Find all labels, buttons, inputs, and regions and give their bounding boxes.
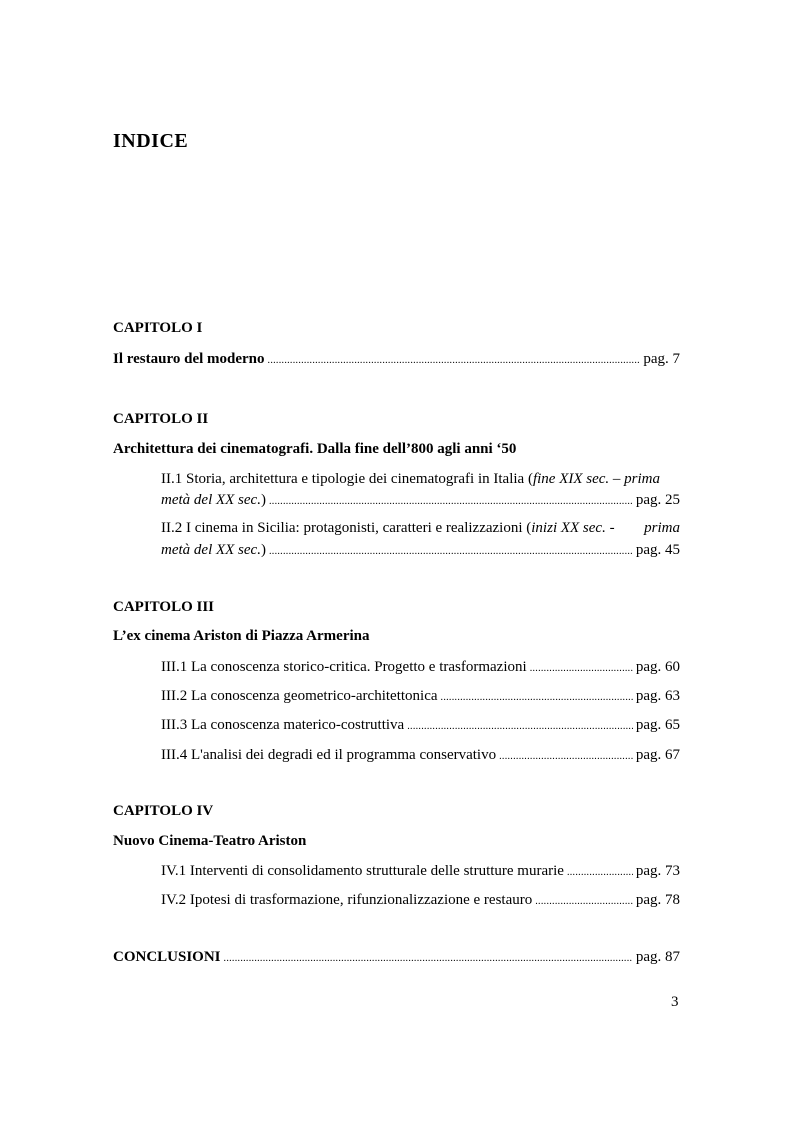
dot-leader	[535, 892, 633, 912]
toc-page-ref: pag. 65	[635, 717, 680, 733]
dot-leader	[567, 863, 633, 883]
toc-entry-italic: metà del XX sec.	[161, 492, 261, 508]
chapter-label: CAPITOLO I	[113, 320, 203, 336]
dot-leader	[441, 688, 633, 708]
dot-leader	[269, 492, 633, 512]
dot-leader	[268, 351, 641, 371]
toc-entry[interactable]	[161, 490, 680, 512]
toc-entry-text: III.2 La conoscenza geometrico-architettonica	[161, 688, 438, 704]
toc-entry[interactable]	[161, 890, 680, 912]
toc-entry[interactable]	[161, 861, 680, 883]
toc-entry[interactable]	[161, 715, 680, 737]
chapter-label: CAPITOLO II	[113, 411, 209, 427]
toc-entry[interactable]	[161, 657, 680, 679]
dot-leader	[499, 747, 633, 767]
page-number: 3	[671, 994, 679, 1010]
toc-page-ref: pag. 45	[635, 542, 680, 558]
toc-page-ref: pag. 78	[635, 892, 680, 908]
dot-leader	[269, 542, 633, 562]
toc-page-ref: pag. 87	[635, 949, 680, 965]
toc-entry-text: IV.1 Interventi di consolidamento strutturale delle strutture murarie	[161, 863, 564, 879]
toc-entry-line1[interactable]	[161, 469, 680, 489]
toc-entry[interactable]	[161, 686, 680, 708]
toc-entry-italic: prima	[644, 520, 680, 536]
dot-leader	[407, 717, 633, 737]
toc-entry[interactable]	[161, 745, 680, 767]
toc-page-ref: pag. 60	[635, 659, 680, 675]
chapter-heading: Architettura dei cinematografi. Dalla fine dell’800 agli anni ‘50	[113, 441, 517, 457]
toc-entry-text: III.4 L'analisi dei degradi ed il programma conservativo	[161, 747, 497, 763]
toc-page-ref: pag. 25	[635, 492, 680, 508]
toc-entry-text: III.1 La conoscenza storico-critica. Progetto e trasformazioni	[161, 659, 527, 675]
toc-entry-text: II.1 Storia, architettura e tipologie dei cinematografi in Italia (	[161, 471, 533, 487]
toc-entry-title: CONCLUSIONI	[113, 949, 221, 965]
chapter-heading: Nuovo Cinema-Teatro Ariston	[113, 833, 307, 849]
page-title: INDICE	[113, 130, 189, 152]
dot-leader	[530, 659, 633, 679]
toc-entry-italic: inizi XX sec. -	[531, 520, 615, 536]
toc-entry-text: )	[260, 542, 266, 558]
toc-entry[interactable]	[161, 540, 680, 562]
toc-entry[interactable]	[113, 349, 680, 371]
toc-page-ref: pag. 73	[635, 863, 680, 879]
chapter-label: CAPITOLO IV	[113, 803, 214, 819]
toc-page-ref: pag. 7	[643, 351, 680, 367]
toc-entry-line1[interactable]	[161, 518, 680, 538]
toc-entry-text: III.3 La conoscenza materico-costruttiva	[161, 717, 405, 733]
toc-entry-title: Il restauro del moderno	[113, 351, 265, 367]
toc-entry[interactable]	[113, 947, 680, 969]
chapter-label: CAPITOLO III	[113, 599, 215, 615]
toc-entry-text: IV.2 Ipotesi di trasformazione, rifunzionalizzazione e restauro	[161, 892, 533, 908]
toc-entry-text: II.2 I cinema in Sicilia: protagonisti, caratteri e realizzazioni (	[161, 520, 532, 536]
toc-entry-italic: fine XIX sec. – prima	[532, 471, 661, 487]
toc-entry-text: )	[260, 492, 266, 508]
toc-page-ref: pag. 63	[635, 688, 680, 704]
toc-page-ref: pag. 67	[635, 747, 680, 763]
dot-leader	[224, 949, 633, 969]
chapter-heading: L’ex cinema Ariston di Piazza Armerina	[113, 628, 370, 644]
toc-entry-italic: metà del XX sec.	[161, 542, 261, 558]
